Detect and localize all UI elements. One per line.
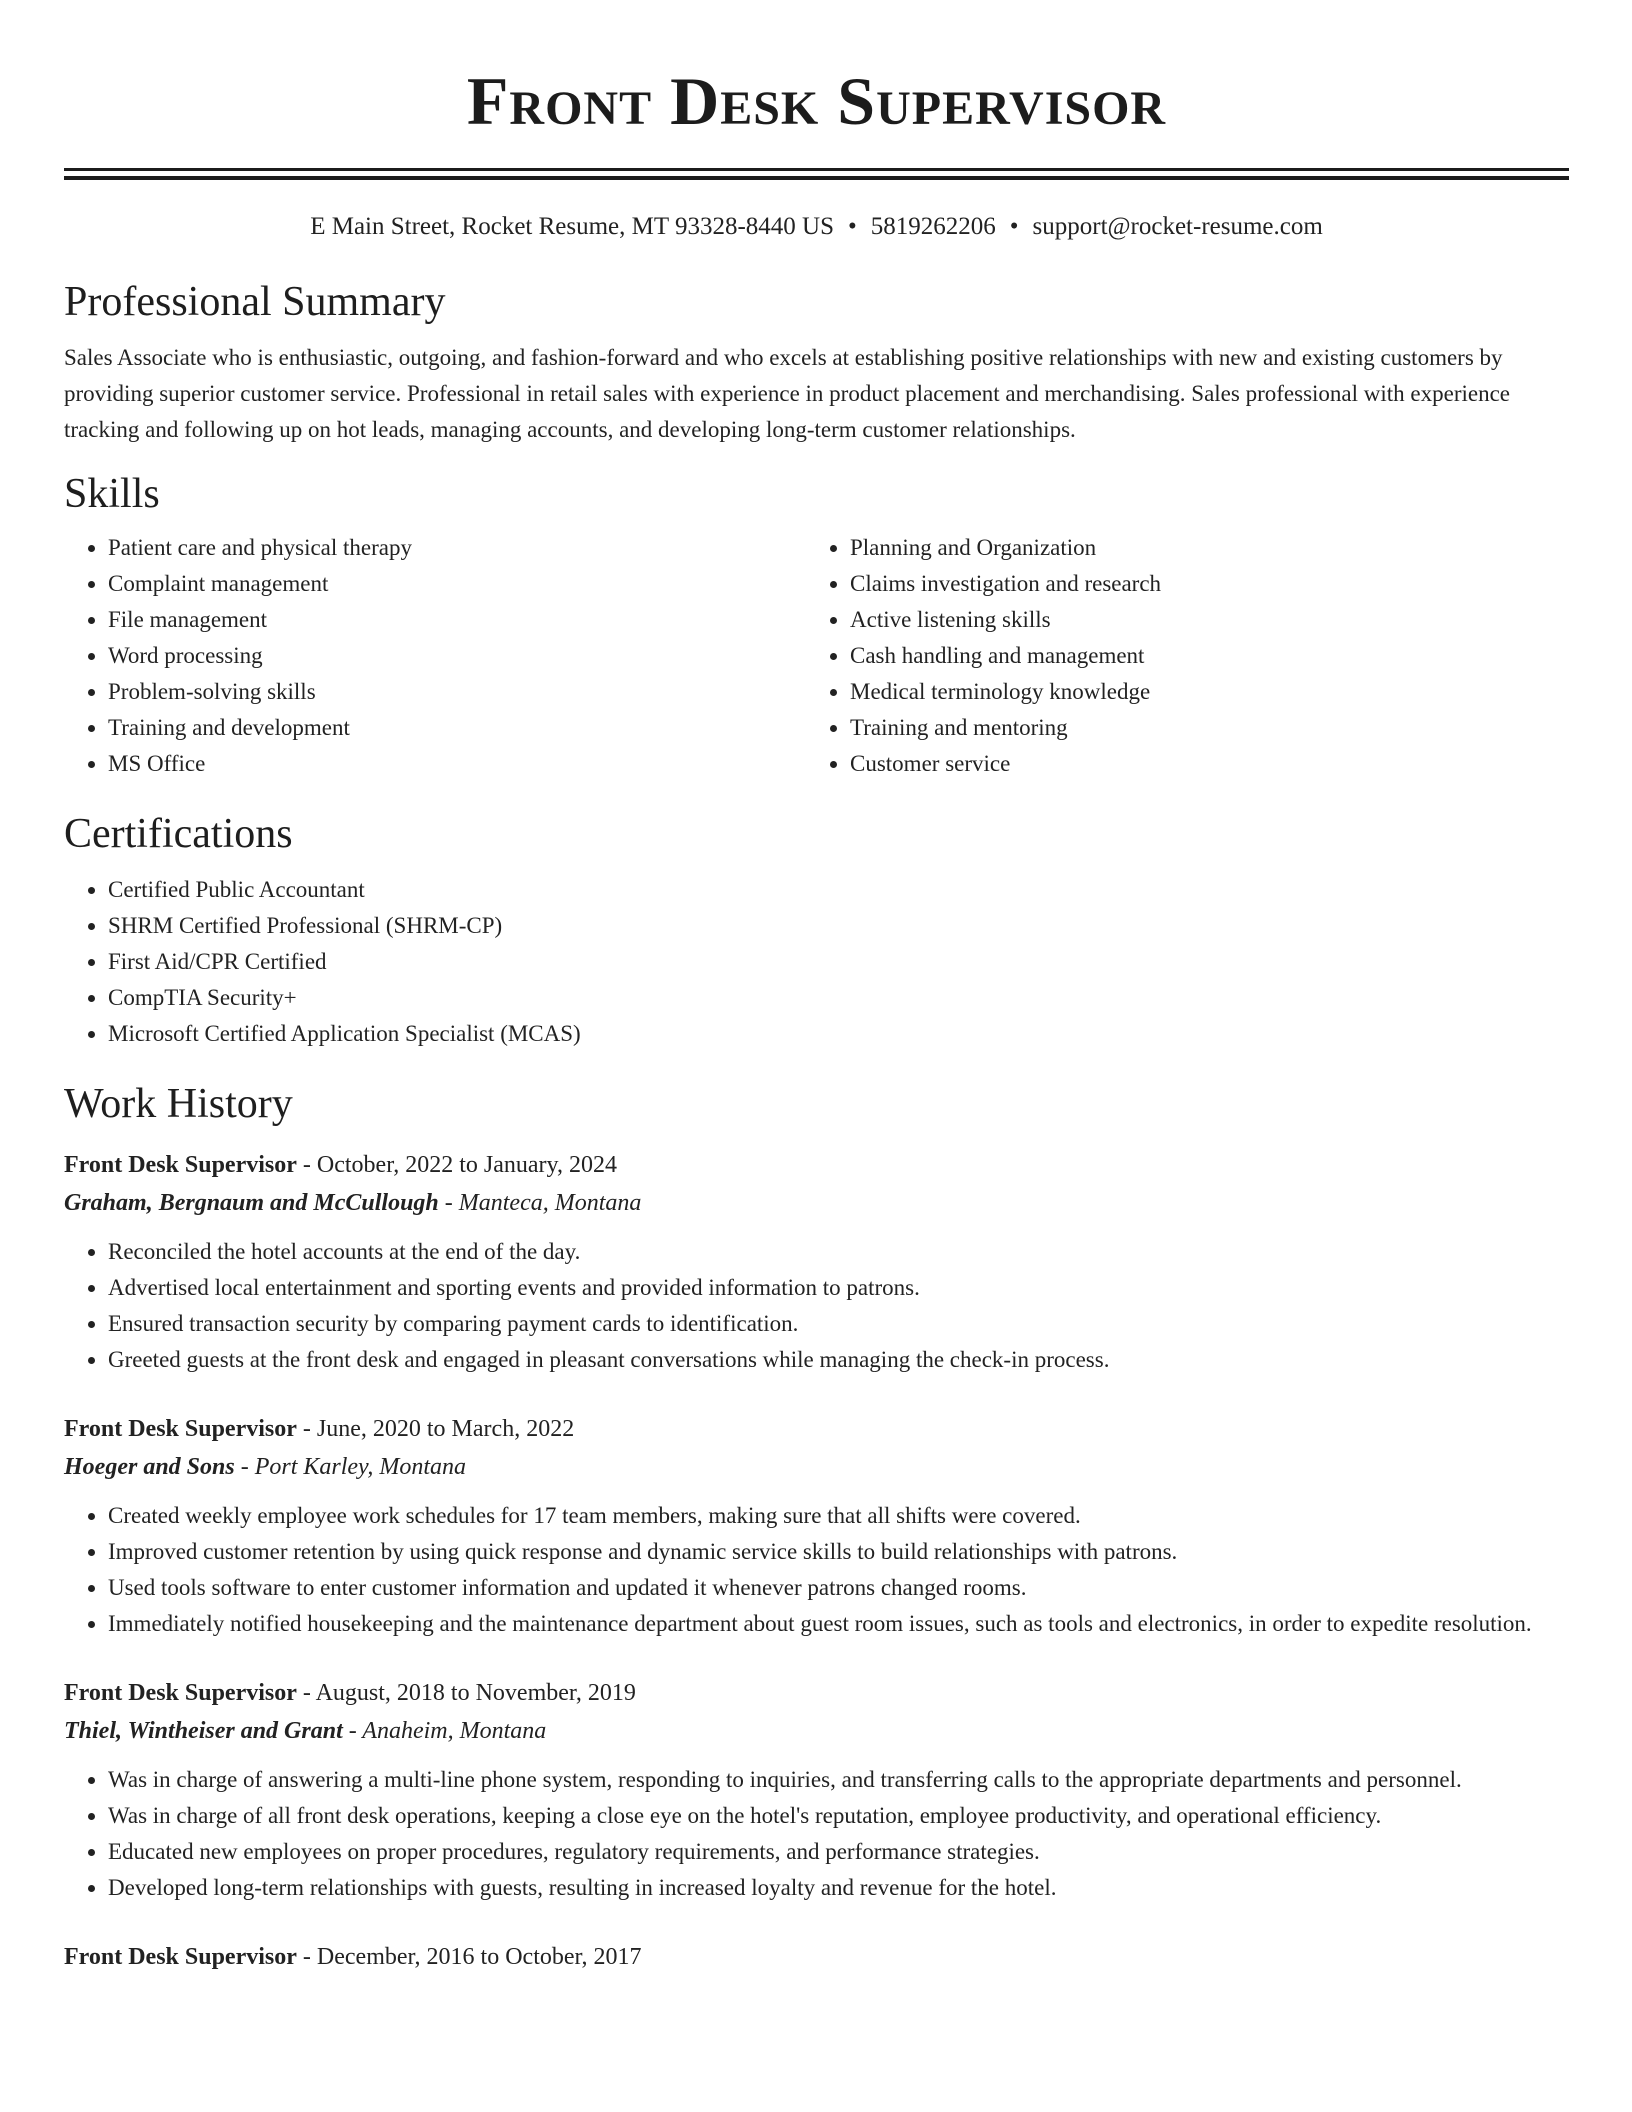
job-company-line [64, 1712, 1569, 1750]
title-rule-bottom [64, 176, 1569, 180]
skill-item: • Planning and Organization [850, 530, 1548, 566]
skill-item: • Problem-solving skills [108, 674, 806, 710]
job-duty: • Used tools software to enter customer information and updated it whenever patrons changed rooms. [108, 1570, 1569, 1606]
job-location: - Port Karley, Montana [234, 1454, 467, 1480]
job-duty: • Greeted guests at the front desk and engaged in pleasant conversations while managing the check-in process. [108, 1342, 1569, 1378]
resume-page [64, 0, 1569, 1976]
contact-address: E Main Street, Rocket Resume, MT 93328-8440 US [310, 213, 834, 240]
summary-section [64, 274, 1569, 448]
contact-email: support@rocket-resume.com [1032, 213, 1323, 240]
job-entry [64, 1146, 1569, 1378]
skill-item: • Cash handling and management [850, 638, 1548, 674]
skills-column-right [806, 530, 1548, 782]
job-title: Front Desk Supervisor [64, 1944, 297, 1970]
resume-title: Front Desk Supervisor [466, 63, 1167, 139]
skill-item: • Claims investigation and research [850, 566, 1548, 602]
job-duty: • Educated new employees on proper procedures, regulatory requirements, and performance strategies. [108, 1834, 1569, 1870]
work-history-heading: Work History [64, 1081, 293, 1127]
skill-item: • Training and mentoring [850, 710, 1548, 746]
skill-item: • Patient care and physical therapy [108, 530, 806, 566]
summary-text: Sales Associate who is enthusiastic, outgoing, and fashion-forward and who excels at establishing positive relationships with new and existing customers by providing superior customer service. Professional in retail sales with experience in product placement and merchandising. Sales professional with experience tracking and following up on hot leads, managing accounts, and developing long-term customer relationships. [64, 345, 1510, 442]
job-duties-list [64, 1234, 1569, 1378]
job-duty: • Created weekly employee work schedules for 17 team members, making sure that all shifts were covered. [108, 1498, 1569, 1534]
job-duty: • Reconciled the hotel accounts at the end of the day. [108, 1234, 1569, 1270]
skills-section [64, 466, 1569, 782]
job-dates: - August, 2018 to November, 2019 [296, 1680, 636, 1706]
job-company: Hoeger and Sons [64, 1454, 235, 1480]
skill-item: • Medical terminology knowledge [850, 674, 1548, 710]
contact-separator: • [1009, 213, 1019, 240]
skills-list-right [806, 530, 1548, 782]
skills-heading: Skills [64, 471, 160, 517]
certifications-list [64, 872, 1569, 1052]
job-duty: • Was in charge of all front desk operations, keeping a close eye on the hotel's reputation, employee productivity, and operational efficiency. [108, 1798, 1569, 1834]
contact-phone: 5819262206 [870, 213, 996, 240]
contact-line [64, 210, 1569, 244]
job-duties-list [64, 1498, 1569, 1642]
job-dates: - October, 2022 to January, 2024 [296, 1152, 617, 1178]
summary-heading: Professional Summary [64, 279, 446, 325]
title-rule-top [64, 168, 1569, 171]
job-duty: • Developed long-term relationships with guests, resulting in increased loyalty and revenue for the hotel. [108, 1870, 1569, 1906]
certification-item: • CompTIA Security+ [108, 980, 1569, 1016]
job-title: Front Desk Supervisor [64, 1416, 297, 1442]
certification-item: • Certified Public Accountant [108, 872, 1569, 908]
job-entry [64, 1410, 1569, 1642]
job-duties-list [64, 1762, 1569, 1906]
skill-item: • Complaint management [108, 566, 806, 602]
work-history-section [64, 1076, 1569, 1976]
job-duty: • Advertised local entertainment and sporting events and provided information to patrons. [108, 1270, 1569, 1306]
job-dates: - December, 2016 to October, 2017 [296, 1944, 642, 1970]
contact-separator: • [847, 213, 857, 240]
job-duty: • Was in charge of answering a multi-line phone system, responding to inquiries, and transferring calls to the appropriate departments and personnel. [108, 1762, 1569, 1798]
job-entry [64, 1938, 1569, 1976]
job-duty: • Ensured transaction security by comparing payment cards to identification. [108, 1306, 1569, 1342]
skills-list-left [64, 530, 806, 782]
job-duty: • Immediately notified housekeeping and the maintenance department about guest room issues, such as tools and electronics, in order to expedite resolution. [108, 1606, 1569, 1642]
job-location: - Manteca, Montana [438, 1190, 642, 1216]
skill-item: • Training and development [108, 710, 806, 746]
certification-item: • First Aid/CPR Certified [108, 944, 1569, 980]
skills-column-left [64, 530, 806, 782]
skills-grid [64, 530, 1569, 782]
job-duty: • Improved customer retention by using quick response and dynamic service skills to build relationships with patrons. [108, 1534, 1569, 1570]
skill-item: • File management [108, 602, 806, 638]
certification-item: • SHRM Certified Professional (SHRM-CP) [108, 908, 1569, 944]
certifications-heading: Certifications [64, 811, 293, 857]
certification-item: • Microsoft Certified Application Specialist (MCAS) [108, 1016, 1569, 1052]
job-title: Front Desk Supervisor [64, 1152, 297, 1178]
job-company: Thiel, Wintheiser and Grant [64, 1718, 343, 1744]
job-location: - Anaheim, Montana [342, 1718, 547, 1744]
job-title-line [64, 1938, 1569, 1976]
job-entry [64, 1674, 1569, 1906]
job-title-line [64, 1146, 1569, 1184]
job-dates: - June, 2020 to March, 2022 [296, 1416, 575, 1442]
job-title: Front Desk Supervisor [64, 1680, 297, 1706]
skill-item: • Customer service [850, 746, 1548, 782]
job-company: Graham, Bergnaum and McCullough [64, 1190, 439, 1216]
job-title-line [64, 1410, 1569, 1448]
job-company-line [64, 1184, 1569, 1222]
skill-item: • Active listening skills [850, 602, 1548, 638]
skill-item: • MS Office [108, 746, 806, 782]
job-title-line [64, 1674, 1569, 1712]
certifications-section [64, 806, 1569, 1052]
job-company-line [64, 1448, 1569, 1486]
skill-item: • Word processing [108, 638, 806, 674]
